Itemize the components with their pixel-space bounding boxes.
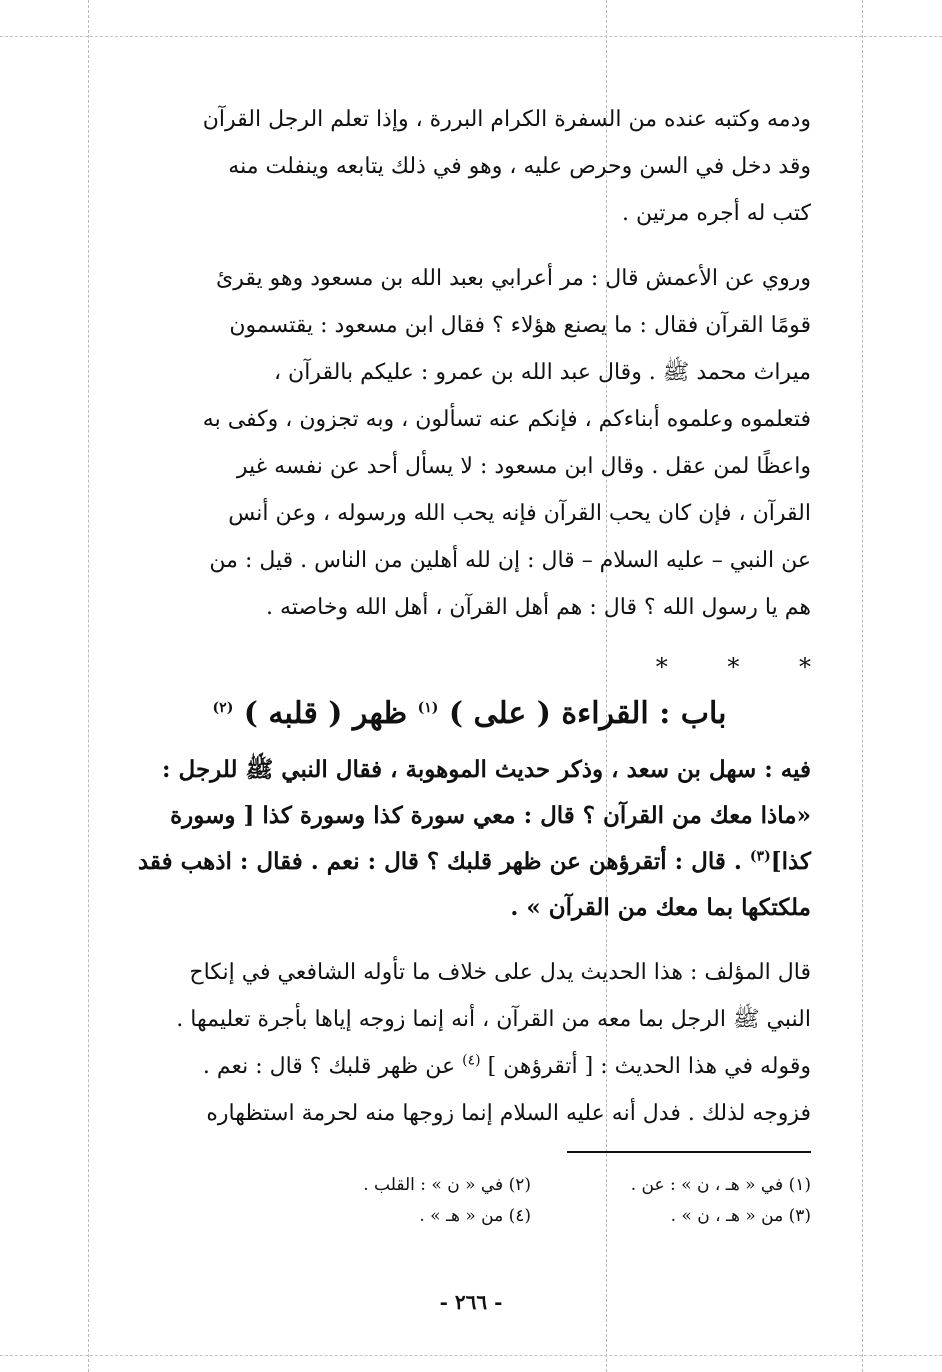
- footnote: (٤) من « هـ » .: [419, 1206, 531, 1226]
- text-fragment: عن ظهر قلبك ؟ قال : نعم .: [202, 1054, 463, 1079]
- page-number: - ٢٦٦ -: [439, 1290, 503, 1314]
- text-line: [128, 839, 811, 885]
- text-fragment: . قال : أتقرؤهن عن ظهر قلبك ؟ قال : نعم . فقال : اذهب فقد: [137, 848, 750, 875]
- paragraph-4: [128, 949, 811, 1137]
- footnote-ref: (٤): [462, 1052, 481, 1069]
- paragraph-3: [128, 747, 811, 931]
- scan-guide-line: [0, 36, 942, 37]
- text-line: واعظًا لمن عقل . وقال ابن مسعود : لا يسأل أحد عن نفسه غير: [236, 454, 811, 479]
- text-line: [128, 1043, 811, 1090]
- scan-guide-line: [88, 0, 89, 1372]
- footnote-ref: (٣): [749, 848, 771, 865]
- text-line: ملكتكها بما معك من القرآن » .: [510, 894, 811, 921]
- text-line: هم يا رسول الله ؟ قال : هم أهل القرآن ، أهل الله وخاصته .: [266, 595, 811, 620]
- section-separator: * * *: [655, 653, 811, 681]
- footnote-divider: [567, 1151, 811, 1153]
- text-line: كتب له أجره مرتين .: [622, 201, 811, 226]
- footnote: (٢) في « ن » : القلب .: [363, 1175, 531, 1195]
- text-fragment: وقوله في هذا الحديث : [ أتقرؤهن ]: [487, 1054, 811, 1079]
- text-line: «ماذا معك من القرآن ؟ قال : معي سورة كذا وسورة كذا [ وسورة: [170, 802, 811, 829]
- footnote-row: [250, 1201, 811, 1232]
- text-line: عن النبي – عليه السلام – قال : إن لله أهلين من الناس . قيل : من: [209, 548, 811, 573]
- scan-guide-line: [862, 0, 863, 1372]
- text-line: ميراث محمد ﷺ . وقال عبد الله بن عمرو : عليكم بالقرآن ،: [273, 360, 811, 385]
- text-line: وروي عن الأعمش قال : مر أعرابي بعبد الله بن مسعود وهو يقرئ: [216, 266, 811, 291]
- footnote: (٣) من « هـ ، ن » .: [670, 1206, 811, 1226]
- text-line: وقد دخل في السن وحرص عليه ، وهو في ذلك يتابعه وينفلت منه: [228, 154, 811, 179]
- text-line: فتعلموه وعلموه أبناءكم ، فإنكم عنه تسألون ، وبه تجزون ، وكفى به: [202, 407, 811, 432]
- paragraph-2: [128, 255, 811, 631]
- text-fragment: كذا]: [770, 848, 811, 875]
- text-line: فزوجه لذلك . فدل أنه عليه السلام إنما زوجها منه لحرمة استظهاره: [206, 1101, 811, 1126]
- scan-guide-line: [0, 1355, 942, 1356]
- footnotes: [250, 1170, 811, 1232]
- heading-text: ظهر ( قلبه ): [243, 696, 408, 731]
- text-line: القرآن ، فإن كان يحب القرآن فإنه يحب الله ورسوله ، وعن أنس: [228, 501, 811, 526]
- footnote-ref: (١): [417, 700, 439, 716]
- text-line: قال المؤلف : هذا الحديث يدل على خلاف ما تأوله الشافعي في إنكاح: [189, 960, 811, 985]
- heading-text: باب : القراءة ( على ): [448, 696, 727, 731]
- text-line: النبي ﷺ الرجل بما معه من القرآن ، أنه إنما زوجه إياها بأجرة تعليمها .: [176, 1007, 811, 1032]
- footnote: (١) في « هـ ، ن » : عن .: [630, 1175, 811, 1195]
- footnote-row: [250, 1170, 811, 1201]
- text-line: فيه : سهل بن سعد ، وذكر حديث الموهوبة ، فقال النبي ﷺ للرجل :: [162, 756, 811, 783]
- text-line: قومًا القرآن فقال : ما يصنع هؤلاء ؟ فقال ابن مسعود : يقتسمون: [229, 313, 811, 338]
- chapter-heading: [128, 689, 811, 739]
- footnote-ref: (٢): [212, 700, 234, 716]
- main-text: [128, 96, 811, 1137]
- text-line: ودمه وكتبه عنده من السفرة الكرام البررة ، وإذا تعلم الرجل القرآن: [202, 107, 811, 132]
- paragraph-1: [128, 96, 811, 237]
